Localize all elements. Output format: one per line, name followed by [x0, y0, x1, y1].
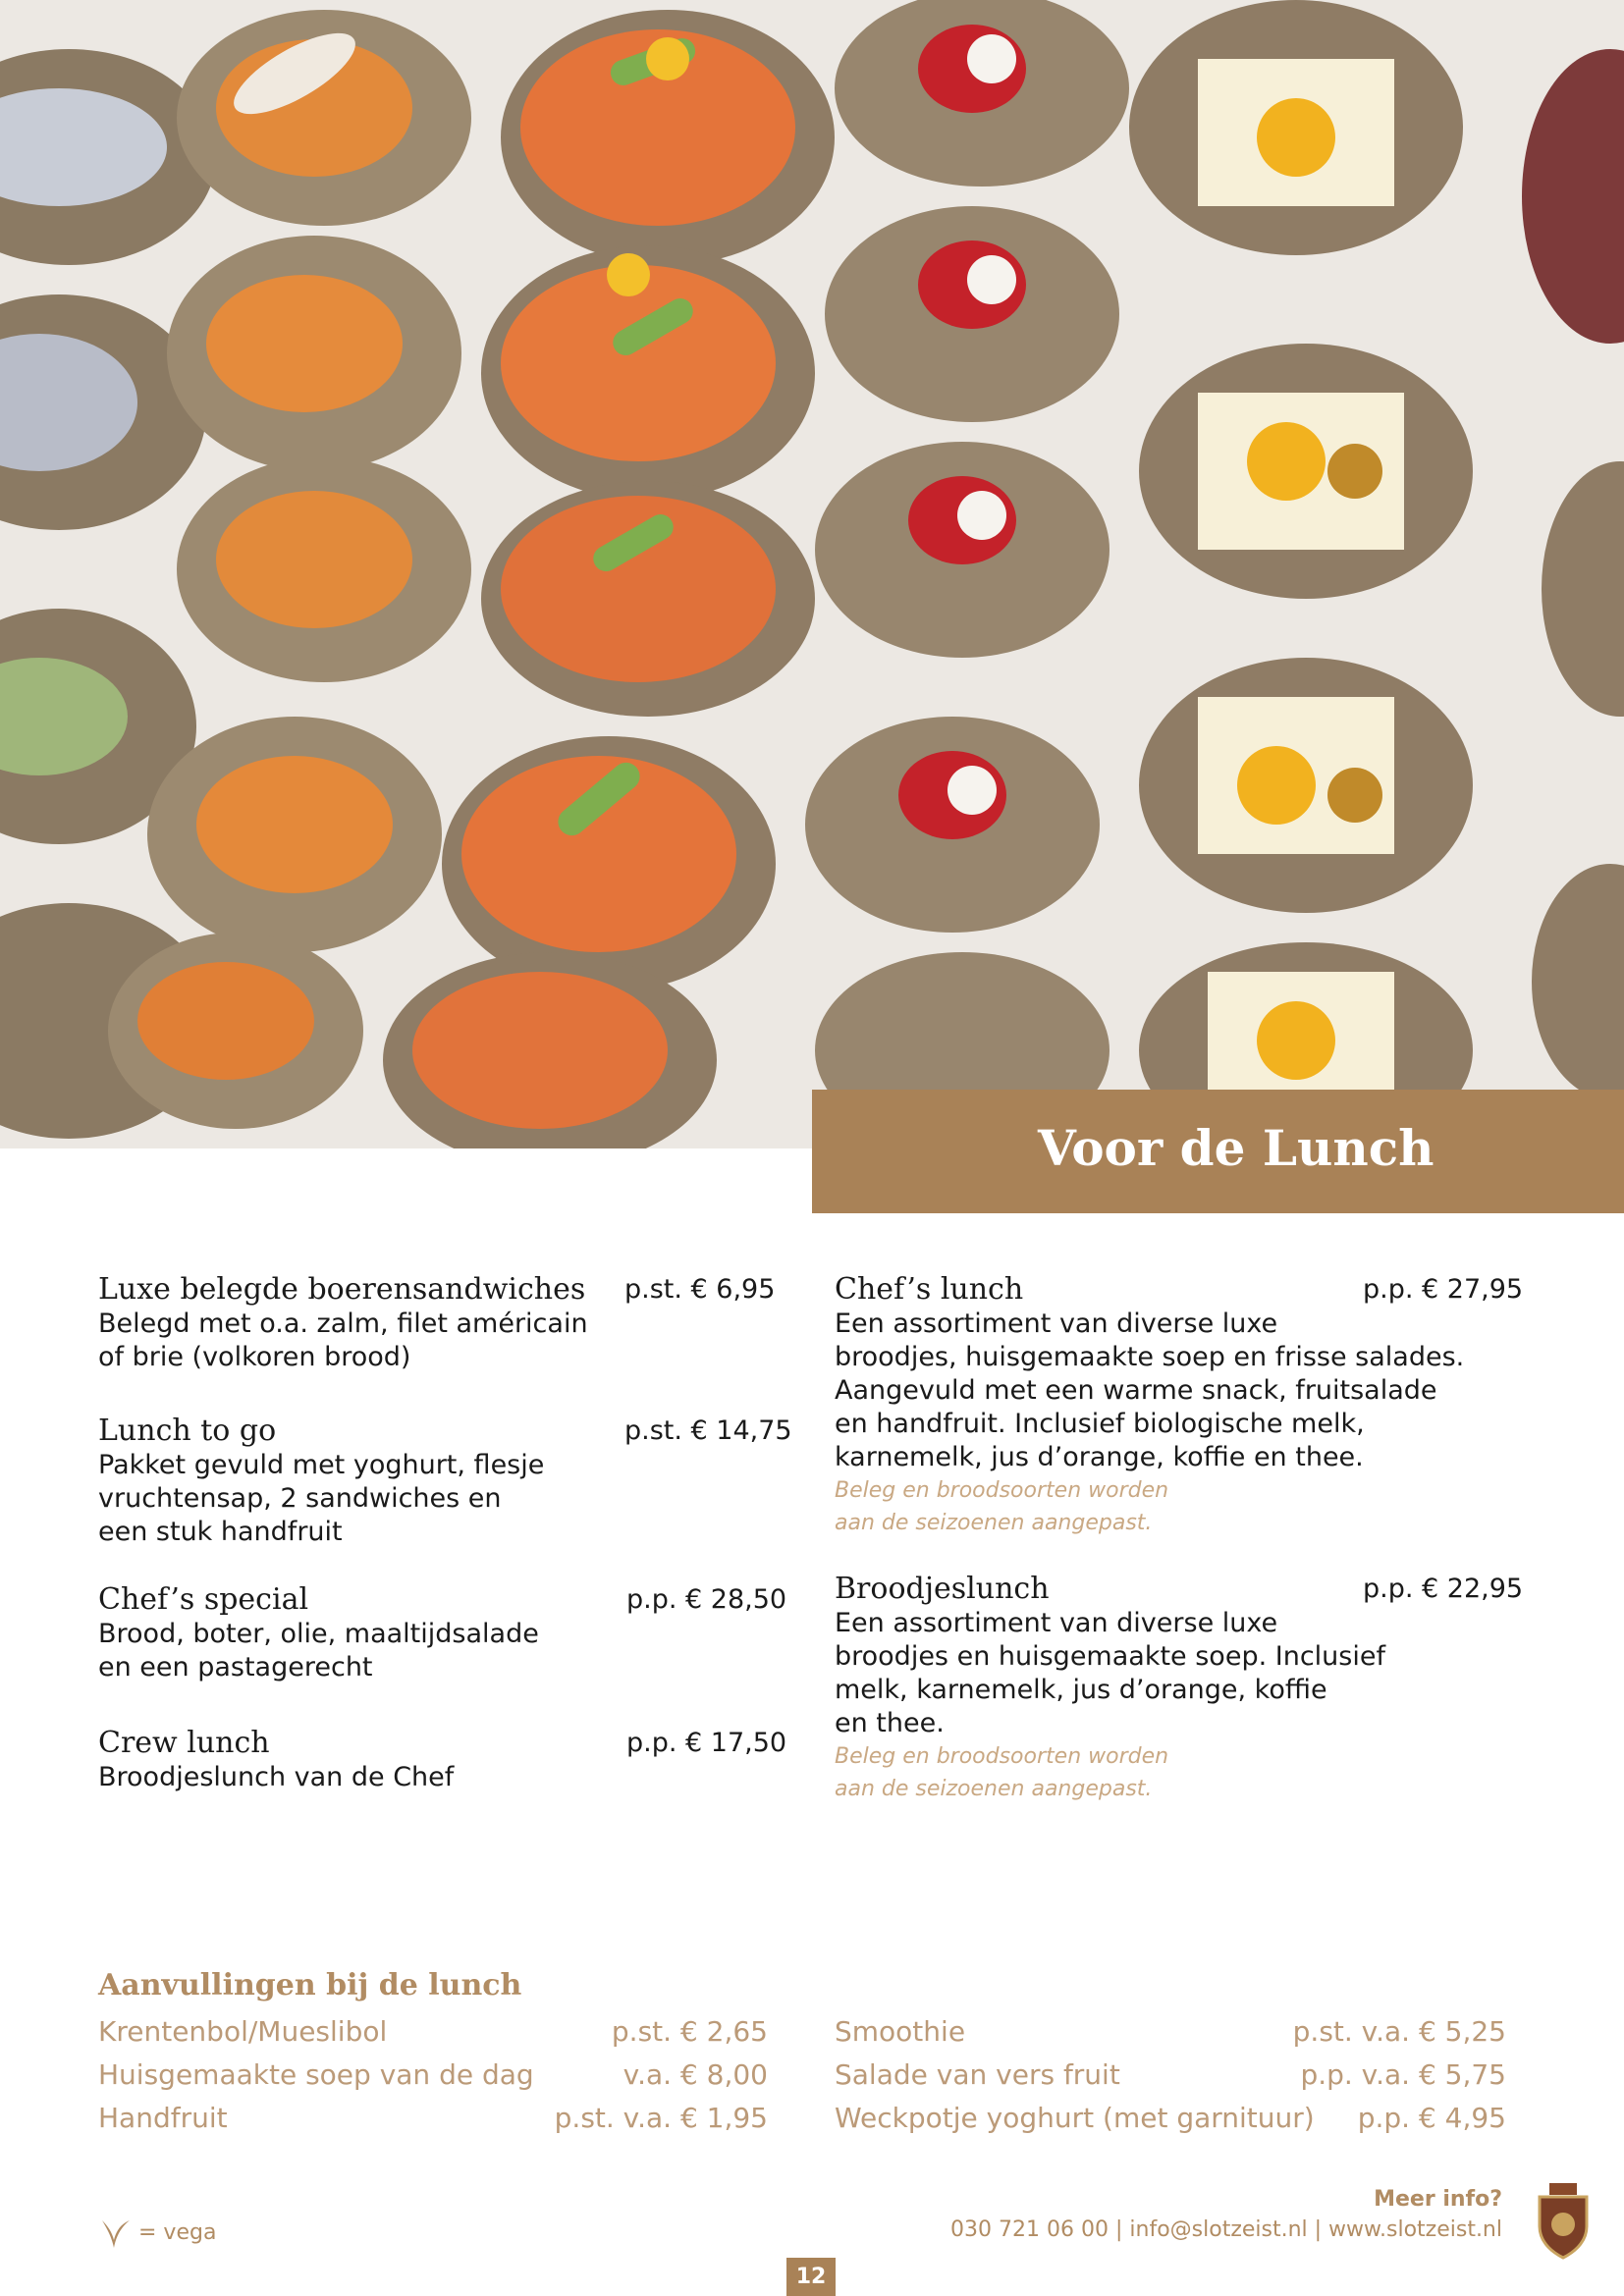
extra-label: Salade van vers fruit	[835, 2058, 1120, 2091]
extra-label: Weckpotje yoghurt (met garnituur)	[835, 2102, 1315, 2134]
extra-price: p.p. € 4,95	[1357, 2102, 1506, 2134]
item-desc-line: Belegd met o.a. zalm, filet américain	[98, 1308, 588, 1339]
extra-label: Handfruit	[98, 2102, 228, 2134]
item-desc-line: en een pastagerecht	[98, 1652, 373, 1682]
item-desc-line: en handfruit. Inclusief biologische melk,	[835, 1409, 1365, 1439]
menu-item-broodjeslunch	[835, 1572, 1542, 1805]
section-title: Voor de Lunch	[1038, 1119, 1435, 1177]
extra-label: Smoothie	[835, 2015, 966, 2048]
menu-item-chefs-special	[98, 1582, 785, 1684]
contact-line[interactable]: 030 721 06 00 | info@slotzeist.nl | www.slotzeist.nl	[950, 2217, 1502, 2242]
item-note-line: aan de seizoenen aangepast.	[835, 1511, 1153, 1535]
item-price: p.p. € 28,50	[626, 1584, 787, 1615]
extra-price: p.p. v.a. € 5,75	[1300, 2058, 1506, 2091]
extra-price: v.a. € 8,00	[623, 2058, 768, 2091]
section-title-band	[812, 1090, 1624, 1213]
extra-price: p.st. v.a. € 5,25	[1292, 2015, 1506, 2048]
item-desc-line: broodjes, huisgemaakte soep en frisse salades.	[835, 1342, 1465, 1372]
item-desc-line: een stuk handfruit	[98, 1517, 343, 1547]
item-desc-line: melk, karnemelk, jus d’orange, koffie	[835, 1675, 1327, 1705]
menu-item-chefs-lunch	[835, 1272, 1542, 1539]
item-desc-line: Broodjeslunch van de Chef	[98, 1762, 455, 1792]
item-name: Crew lunch	[98, 1726, 270, 1760]
item-price: p.st. € 14,75	[624, 1415, 792, 1446]
footer-contact	[950, 2187, 1502, 2242]
item-desc-line: Een assortiment van diverse luxe	[835, 1308, 1278, 1339]
item-desc-line: Aangevuld met een warme snack, fruitsalade	[835, 1375, 1437, 1406]
item-note-line: Beleg en broodsoorten worden	[835, 1478, 1169, 1503]
menu-item-lunch-to-go	[98, 1414, 792, 1549]
item-name: Chef’s special	[98, 1582, 309, 1617]
item-name: Broodjeslunch	[835, 1572, 1050, 1606]
item-note-line: aan de seizoenen aangepast.	[835, 1777, 1153, 1801]
page-number: 12	[786, 2258, 836, 2296]
item-desc-line: Een assortiment van diverse luxe	[835, 1608, 1278, 1638]
vega-leaf-icon	[98, 2216, 132, 2250]
item-desc-line: Brood, boter, olie, maaltijdsalade	[98, 1619, 539, 1649]
extra-label: Huisgemaakte soep van de dag	[98, 2058, 534, 2091]
crest-icon	[1532, 2181, 1595, 2260]
item-desc-line: en thee.	[835, 1708, 945, 1738]
item-name: Chef’s lunch	[835, 1272, 1024, 1307]
item-price: p.st. € 6,95	[624, 1274, 776, 1305]
menu-item-boerensandwiches	[98, 1272, 785, 1374]
item-name: Luxe belegde boerensandwiches	[98, 1272, 586, 1307]
item-name: Lunch to go	[98, 1414, 277, 1448]
more-info-heading: Meer info?	[1374, 2187, 1502, 2212]
item-desc-line: of brie (volkoren brood)	[98, 1342, 411, 1372]
item-price: p.p. € 22,95	[1363, 1574, 1524, 1604]
vega-legend-text: = vega	[138, 2220, 217, 2245]
item-desc-line: Pakket gevuld met yoghurt, flesje	[98, 1450, 545, 1480]
extra-price: p.st. v.a. € 1,95	[554, 2102, 768, 2134]
item-note-line: Beleg en broodsoorten worden	[835, 1744, 1169, 1769]
menu-item-crew-lunch	[98, 1726, 785, 1794]
vega-legend	[98, 2216, 216, 2250]
extra-price: p.st. € 2,65	[611, 2015, 768, 2048]
extra-label: Krentenbol/Mueslibol	[98, 2015, 388, 2048]
item-price: p.p. € 17,50	[626, 1728, 787, 1758]
extras-title: Aanvullingen bij de lunch	[98, 1968, 522, 2002]
item-price: p.p. € 27,95	[1363, 1274, 1524, 1305]
item-desc-line: karnemelk, jus d’orange, koffie en thee.	[835, 1442, 1364, 1472]
item-desc-line: vruchtensap, 2 sandwiches en	[98, 1483, 502, 1514]
item-desc-line: broodjes en huisgemaakte soep. Inclusief	[835, 1641, 1385, 1672]
